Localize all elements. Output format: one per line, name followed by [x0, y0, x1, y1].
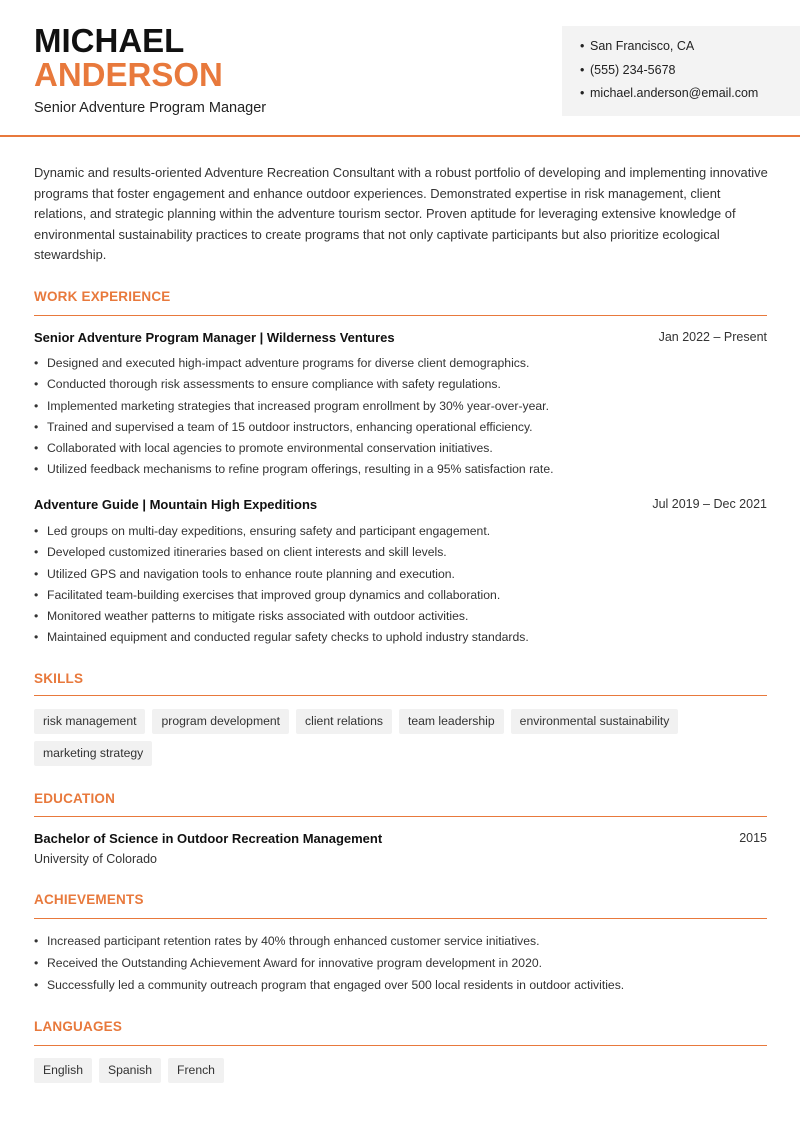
job-entry-header: [34, 497, 767, 517]
job-entry-header: [34, 330, 767, 350]
education-school: University of Colorado: [34, 852, 157, 866]
first-name: MICHAEL: [34, 22, 185, 59]
section-divider: [34, 315, 767, 316]
section-title-education: EDUCATION: [34, 791, 116, 806]
skill-tag: marketing strategy: [34, 741, 152, 766]
skill-tag: team leadership: [399, 709, 504, 734]
list-item: • Increased participant retention rates by 40% through enhanced customer service initiatives.: [34, 933, 767, 955]
skill-tag: program development: [152, 709, 289, 734]
section-title-achievements: ACHIEVEMENTS: [34, 892, 144, 907]
list-item: • Implemented marketing strategies that increased program enrollment by 30% year-over-year.: [34, 398, 767, 419]
section-divider: [34, 1045, 767, 1046]
achievements-list: [34, 933, 767, 999]
skills-tag-list: [34, 709, 767, 766]
list-item: • Designed and executed high-impact adventure programs for diverse client demographics.: [34, 355, 767, 376]
list-item: • Successfully led a community outreach program that engaged over 500 local residents in outdoor activities.: [34, 977, 767, 999]
list-item: • Utilized feedback mechanisms to refine program offerings, resulting in a 95% satisfaction rate.: [34, 461, 767, 482]
section-title-languages: LANGUAGES: [34, 1019, 123, 1034]
resume-header: [0, 0, 800, 137]
list-item: • Maintained equipment and conducted regular safety checks to uphold industry standards.: [34, 629, 767, 650]
list-item: • Conducted thorough risk assessments to ensure compliance with safety regulations.: [34, 376, 767, 397]
job-heading: Senior Adventure Program Manager | Wilderness Ventures: [34, 330, 395, 345]
job-title: Senior Adventure Program Manager: [34, 100, 267, 116]
section-divider: [34, 695, 767, 696]
job-bullet-list: [34, 523, 767, 651]
list-item: • Collaborated with local agencies to promote environmental conservation initiatives.: [34, 440, 767, 461]
summary-text: Dynamic and results-oriented Adventure Recreation Consultant with a robust portfolio of developing and implementing innovative programs that foster engagement and enhance outdoor experiences. Demonstrated expertise in risk management, client relations, and strategic planning within the adventure tourism sector. Proven aptitude for leveraging extensive knowledge of environmental sustainability practices to create programs that not only captivate participants but also prioritize ecological stewardship.: [34, 165, 768, 262]
skill-tag: environmental sustainability: [511, 709, 679, 734]
skill-tag: client relations: [296, 709, 392, 734]
list-item: • Trained and supervised a team of 15 outdoor instructors, enhancing operational efficiency.: [34, 419, 767, 440]
job-dates: Jul 2019 – Dec 2021: [652, 497, 767, 511]
job-dates: Jan 2022 – Present: [658, 330, 767, 344]
list-item: • Facilitated team-building exercises that improved group dynamics and collaboration.: [34, 587, 767, 608]
list-item: • Led groups on multi-day expeditions, ensuring safety and participant engagement.: [34, 523, 767, 544]
job-bullet-list: [34, 355, 767, 483]
language-tag: French: [168, 1058, 224, 1083]
contact-phone: • (555) 234-5678: [580, 62, 800, 86]
languages-tag-list: [34, 1058, 767, 1083]
section-title-skills: SKILLS: [34, 671, 84, 686]
contact-location: • San Francisco, CA: [580, 38, 800, 62]
contact-list: [562, 26, 800, 109]
language-tag: Spanish: [99, 1058, 161, 1083]
section-divider: [34, 918, 767, 919]
last-name: ANDERSON: [34, 56, 223, 93]
list-item: • Utilized GPS and navigation tools to enhance route planning and execution.: [34, 566, 767, 587]
list-item: • Monitored weather patterns to mitigate risks associated with outdoor activities.: [34, 608, 767, 629]
education-degree: Bachelor of Science in Outdoor Recreation Management: [34, 831, 383, 846]
section-divider: [34, 816, 767, 817]
contact-email: • michael.anderson@email.com: [580, 85, 800, 109]
contact-box: [562, 26, 800, 116]
job-heading: Adventure Guide | Mountain High Expeditions: [34, 497, 318, 512]
language-tag: English: [34, 1058, 92, 1083]
section-title-work: WORK EXPERIENCE: [34, 289, 171, 304]
skill-tag: risk management: [34, 709, 145, 734]
education-year: 2015: [739, 831, 767, 845]
list-item: • Received the Outstanding Achievement Award for innovative program development in 2020.: [34, 955, 767, 977]
list-item: • Developed customized itineraries based on client interests and skill levels.: [34, 544, 767, 565]
